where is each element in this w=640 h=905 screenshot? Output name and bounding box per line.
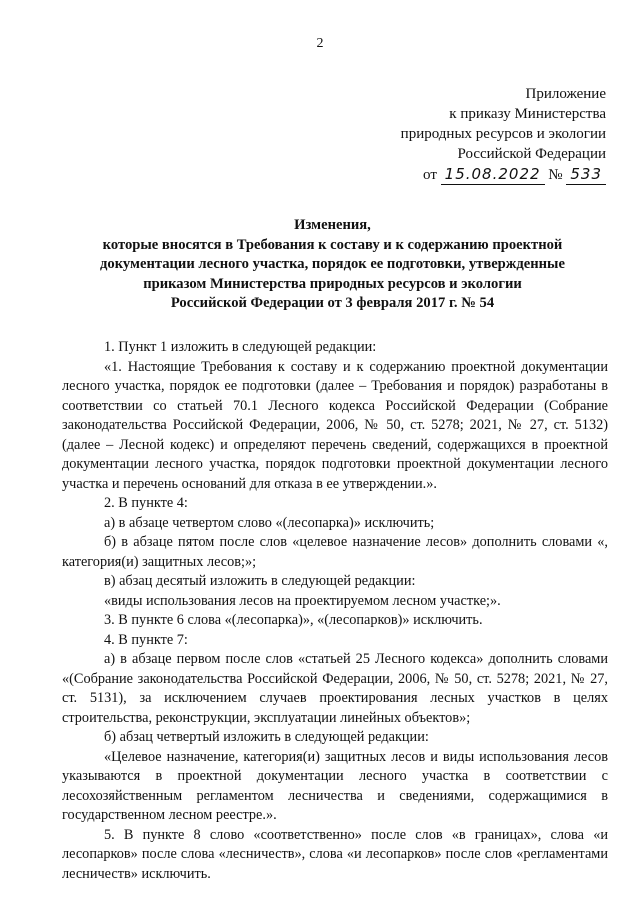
appendix-date-line [401,164,606,185]
date-prefix: от [423,167,437,183]
appendix-ministry-line: природных ресурсов и экологии [400,126,606,142]
appendix-country-line: Российской Федерации [457,146,606,162]
paragraph: 2. В пункте 4: [104,495,188,511]
paragraph: 4. В пункте 7: [104,631,188,648]
paragraph: в) абзац десятый изложить в следующей редакции: [104,573,416,589]
paragraph: б) в абзаце пятом после слов «целевое назначение лесов» дополнить словами «, категория(и) защитных лесов;»; [62,534,608,570]
number-prefix: № [548,167,563,183]
document-heading [60,216,605,314]
document-body [62,338,608,884]
heading-line-3: приказом Министерства природных ресурсов и экологии [143,275,522,292]
paragraph: «виды использования лесов на проектируемом лесном участке;». [104,592,501,609]
order-date: 15.08.2022 [441,164,545,185]
heading-line-1: которые вносятся в Требования к составу и к содержанию проектной [102,236,563,253]
page-number: 2 [316,36,324,51]
appendix-block [401,84,606,185]
paragraph: а) в абзаце четвертом слово «(лесопарка)» исключить; [104,514,435,531]
heading-line-2: документации лесного участка, порядок ее подготовки, утвержденные [100,256,565,272]
paragraph: «Целевое назначение, категория(и) защитных лесов и виды использования лесов указываются в проектной документации лесного участка в соответствии с лесохозяйственным регламентом лесничества и сведениями, содержащимися в государственном лесном реестре.». [62,748,608,823]
paragraph: «1. Настоящие Требования к составу и к содержанию проектной документации лесного участка, порядок ее подготовки (далее – Требования и порядок) разработаны в соответствии со статьей 70.1 Лесного кодекса Российской Федерации (Собрание законодательства Российской Федерации, 2006, № 50, ст. 5278; 2021, № 27, ст. 5132) (далее – Лесной кодекс) и определяют перечень сведений, содержащихся в проектной документации лесного участка, порядок подготовки проектной документации лесного участка и перечень оснований для отказа в ее утверждении.». [62,358,608,492]
heading-title: Изменения, [294,217,371,233]
paragraph: б) абзац четвертый изложить в следующей редакции: [104,729,429,745]
order-number: 533 [566,164,606,185]
paragraph: 5. В пункте 8 слово «соответственно» после слов «в границах», слова «и лесопарков» после слова «лесничеств», слова «и лесопарков» после слов «регламентами лесничеств» исключить. [62,826,608,882]
paragraph: 3. В пункте 6 слова «(лесопарка)», «(лесопарков)» исключить. [104,612,483,628]
paragraph: а) в абзаце первом после слов «статьей 25 Лесного кодекса» дополнить словами «(Собрание законодательства Российской Федерации, 2006, № 50, ст. 5278; 2021, № 27, ст. 5131), за исключением случаев проектирования лесных участков в целях строительства, реконструкции, эксплуатации линейных объектов»; [62,651,608,726]
heading-line-4: Российской Федерации от 3 февраля 2017 г. № 54 [170,295,495,311]
appendix-title: Приложение [525,86,606,102]
paragraph: 1. Пункт 1 изложить в следующей редакции: [104,339,377,355]
appendix-order-line: к приказу Министерства [449,106,606,122]
